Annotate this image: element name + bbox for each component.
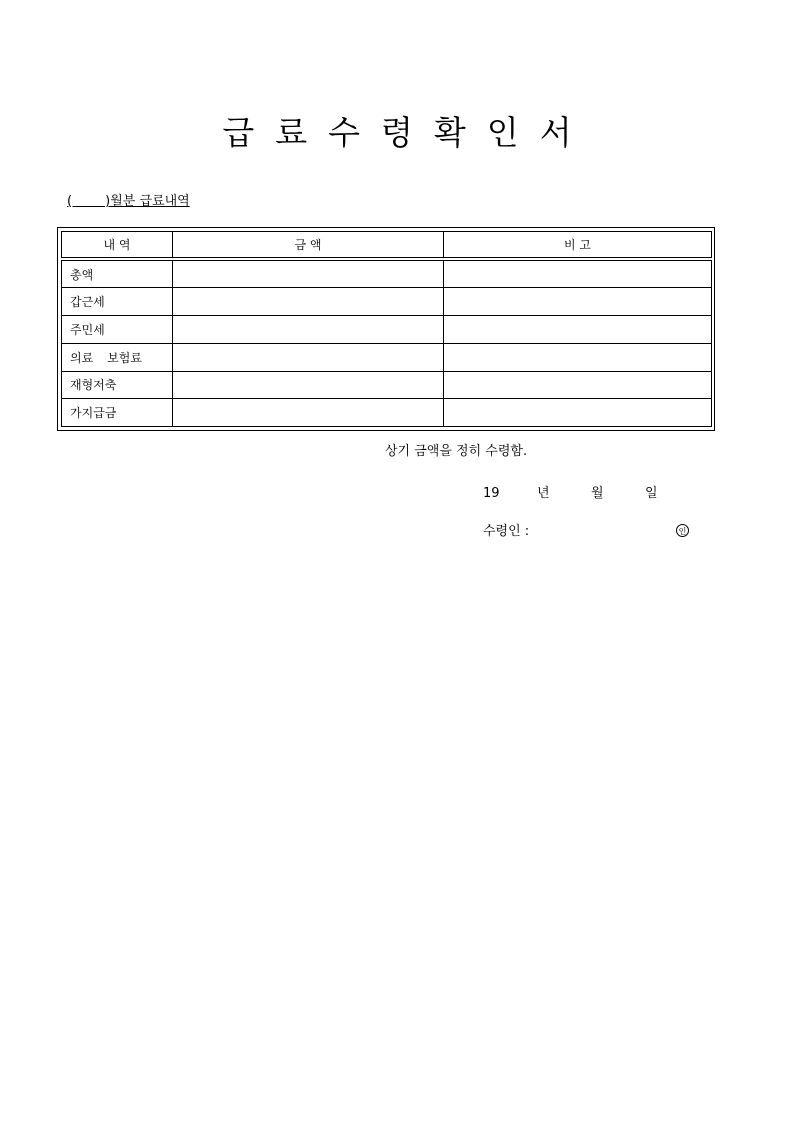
confirmation-statement: 상기 금액을 정히 수령함.	[385, 444, 528, 459]
seal-mark: 인	[676, 524, 689, 537]
header-note: 비 고	[444, 232, 712, 258]
row-note-cell[interactable]	[444, 399, 712, 427]
row-note-cell[interactable]	[444, 371, 712, 399]
row-amount-cell[interactable]	[173, 343, 444, 371]
date-day-label: 일	[645, 486, 658, 501]
row-label: 의료 보험료	[62, 343, 173, 371]
row-label: 재형저축	[62, 371, 173, 399]
table-row	[62, 371, 712, 399]
table-row	[62, 260, 712, 288]
row-amount-cell[interactable]	[173, 371, 444, 399]
pay-details-table-frame	[57, 227, 715, 431]
row-label: 총액	[62, 260, 173, 288]
row-note-cell[interactable]	[444, 288, 712, 316]
table-row	[62, 399, 712, 427]
table-header-row	[62, 232, 712, 258]
row-note-cell[interactable]	[444, 260, 712, 288]
document-title: 급료수령확인서	[222, 113, 593, 152]
row-amount-cell[interactable]	[173, 399, 444, 427]
row-label: 갑근세	[62, 288, 173, 316]
month-pay-heading: ( )월분 급료내역	[67, 194, 190, 209]
recipient-label: 수령인 :	[483, 524, 530, 539]
date-year-label: 년	[537, 486, 550, 501]
row-note-cell[interactable]	[444, 316, 712, 344]
row-amount-cell[interactable]	[173, 316, 444, 344]
row-label: 주민세	[62, 316, 173, 344]
row-label: 가지급금	[62, 399, 173, 427]
date-year-prefix: 19	[483, 486, 500, 501]
row-amount-cell[interactable]	[173, 288, 444, 316]
table-row	[62, 288, 712, 316]
table-row	[62, 343, 712, 371]
header-amount: 금 액	[173, 232, 444, 258]
date-month-label: 월	[591, 486, 604, 501]
row-amount-cell[interactable]	[173, 260, 444, 288]
header-item: 내 역	[62, 232, 173, 258]
row-note-cell[interactable]	[444, 343, 712, 371]
pay-details-table	[61, 231, 712, 427]
table-row	[62, 316, 712, 344]
